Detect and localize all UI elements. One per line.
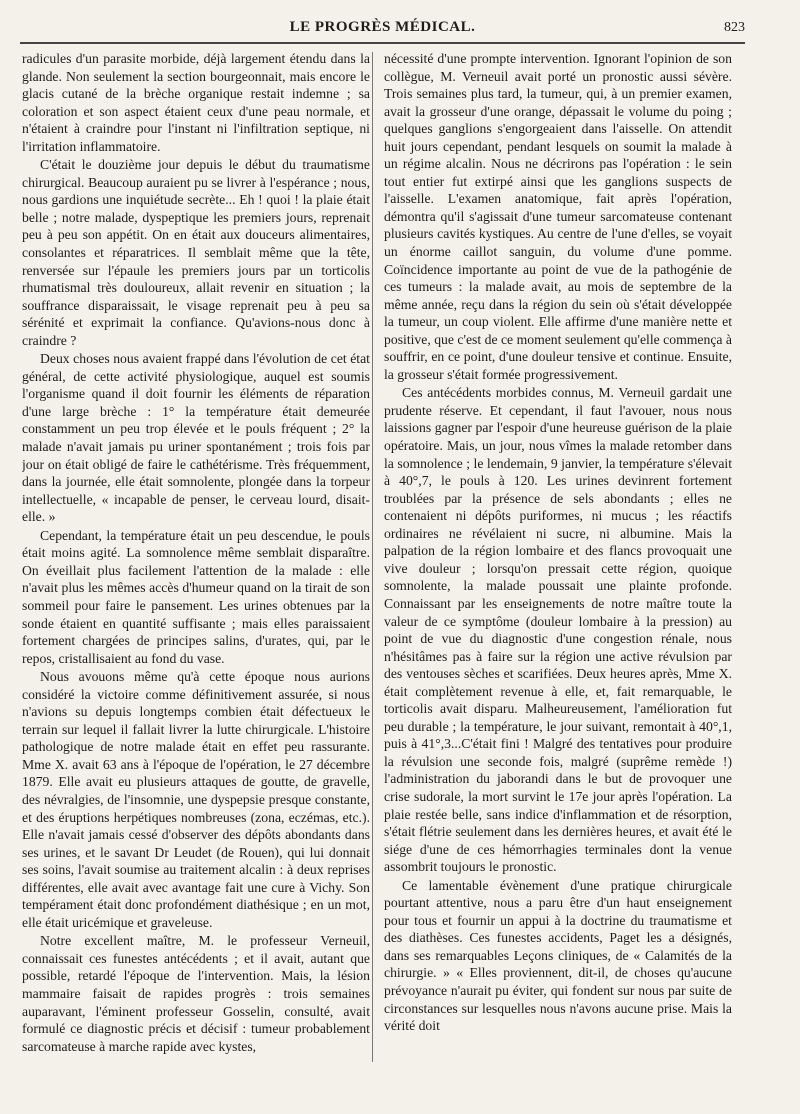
page-number: 823	[724, 20, 745, 35]
left-column	[22, 50, 370, 1100]
right-column	[384, 50, 732, 1100]
paragraph: radicules d'un parasite morbide, déjà largement étendu dans la glande. Non seulement la section bourgeonnait, mais encore le glacis cutané de la brèche organique restait indemne ; sa coloration et son aspect étaient ceux d'une peau normale, et n'étaient à craindre pour l'instant ni l'infiltration septique, ni l'irritation inflammatoire.	[22, 51, 370, 154]
column-divider	[372, 52, 373, 1062]
paragraph: Nous avouons même qu'à cette époque nous aurions considéré la victoire comme définitivement assurée, si nous n'avions su depuis longtemps combien était défectueux le terrain sur lequel il fallait livrer la lutte chirurgicale. L'histoire pathologique de notre malade était en effet peu rassurante. Mme X. avait 63 ans à l'époque de l'opération, le 27 décembre 1879. Elle avait eu plusieurs attaques de goutte, de gravelle, des névralgies, de l'insomnie, une dyspepsie presque constante, et des éruptions herpétiques nombreuses (zona, eczémas, etc.). Elle n'avait jamais cessé d'observer des dépôts abondants dans ses urines, et le savant Dr Leudet (de Rouen), qui lui donnait ses soins, l'avait soumise au traitement alcalin : à deux reprises différentes, elle avait avec avantage fait une cure à Vichy. Son tempérament était donc profondément diathésique ; en un mot, elle était uricémique et graveleuse.	[22, 669, 370, 930]
journal-title: LE PROGRÈS MÉDICAL.	[289, 19, 476, 35]
paragraph: Notre excellent maître, M. le professeur Verneuil, connaissait ces funestes antécédents ; et il avait, autant que possible, retardé l'époque de l'intervention. Mais, la lésion mammaire faisait de rapides progrès : trois semaines auparavant, l'éminent professeur Gosselin, consulté, avait formulé ce diagnostic précis et décisif : tumeur probablement sarcomateuse à marche rapide avec kystes,	[22, 933, 370, 1054]
paragraph: C'était le douzième jour depuis le début du traumatisme chirurgical. Beaucoup auraient pu se livrer à l'espérance ; nous, nous gardions une inquiétude secrète... Eh ! quoi ! la plaie était belle ; notre malade, dyspeptique les premiers jours, reprenait peu à peu son appétit. On en était aux douceurs alimentaires, consolantes et réparatrices. Il semblait même que la tête, renversée sur l'épaule les premiers jours par un torticolis rhumatismal très douloureux, allait revenir en situation ; la souffrance disparaissait, le visage reprenait peu à peu sa sérénité et exprimait la confiance. Qu'avions-nous donc à craindre ?	[22, 157, 370, 348]
paragraph: Ces antécédents morbides connus, M. Verneuil gardait une prudente réserve. Et cependant, il faut l'avouer, nous nous laissions gagner par l'espoir d'une heureuse guérison de la plaie opératoire. Mais, un jour, nous vîmes la malade retomber dans la somnolence ; le lendemain, 9 janvier, la température s'élevait à 40°,7, le pouls à 120. Les urines devinrent fortement troublées par la présence de sels abondants ; elles ne contenaient ni dépôts puriformes, ni mucus ; les réactifs ordinaires ne révélaient ni sucre, ni albumine. Mais la palpation de la région lombaire et des flancs provoquait une vive douleur ; lorsqu'on pressait cette région, quoique somnolente, la malade poussait une plainte profonde. Connaissant par les enseignements de notre maître toute la valeur de ce symptôme (douleur lombaire à la pression) au point de vue du diagnostic d'une congestion rénale, nous n'hésitâmes pas à faire sur la région une active révulsion par des ventouses sèches et scarifiées. Deux heures après, Mme X. était complètement revenue à elle, et, fait remarquable, le torticolis avait disparu. Malheureusement, l'amélioration fut peu durable ; la température, le jour suivant, remontait à 40°,1, puis à 41°,3...C'était fini ! Malgré des tentatives pour produire la révulsion une seconde fois, malgré (suprême remède !) l'administration du jaborandi dans le but de provoquer une crise sudorale, la mort survint le 17e jour après l'opération. La plaie restée belle, sans indice d'inflammation et de résorption, s'était flétrie seulement dans les dernières heures, et avait été le siége d'une de ces hémorrhagies terminales dont la venue assombrit toujours le pronostic.	[384, 385, 732, 875]
paragraph: Deux choses nous avaient frappé dans l'évolution de cet état général, de cette activité physiologique, auquel est soumis l'organisme quand il doit fournir les éléments de réparation d'une large brèche : 1° la température était demeurée constamment un peu trop élevée et le pouls fréquent ; 2° la malade n'avait jamais pu uriner spontanément ; trois fois par jour on était obligé de faire le cathétérisme. Très fréquemment, dans la journée, elle était somnolente, plongée dans la torpeur intellectuelle, « incapable de penser, le cerveau lourd, disait-elle. »	[22, 351, 370, 525]
running-header	[20, 12, 745, 44]
paragraph: Cependant, la température était un peu descendue, le pouls était moins agité. La somnolence même semblait disparaître. On éveillait plus facilement l'attention de la malade : elle n'avait plus les mêmes accès d'humeur quand on la tirait de son sommeil pour faire le pansement. Les urines obtenues par la sonde étaient en quantité suffisante ; mais elles paraissaient fortement chargées de principes salins, d'urates, qui, par le repos, cristallisaient au fond du vase.	[22, 527, 370, 666]
paragraph: nécessité d'une prompte intervention. Ignorant l'opinion de son collègue, M. Verneuil avait porté un pronostic aussi sévère. Trois semaines plus tard, la tumeur, qui, à un premier examen, avait la grosseur d'une orange, dépassait le volume du poing ; quelques ganglions s'engorgeaient dans l'aisselle. On attendit huit jours cependant, pendant lesquels on soumit la malade à un régime alcalin. Nous ne décrirons pas l'opération : le sein tout entier fut extirpé ainsi que les ganglions suspects de l'aisselle. L'examen anatomique, fait après l'opération, démontra qu'il s'agissait d'une tumeur sarcomateuse contenant plusieurs cavités kystiques. Au centre de l'une d'elles, se voyait un énorme caillot sanguin, du volume d'une pomme. Coïncidence importante au point de vue de la pathogénie de ces tumeurs : la malade avait, au mois de septembre de la même année, reçu dans la région du sein où s'était développée la tumeur, un coup violent. Elle affirme d'une manière nette et positive, que c'est de ce moment seulement qu'elle commença à souffrir, en ce point, d'une douleur tensive et continue. Ensuite, la grosseur s'était formée progressivement.	[384, 51, 732, 382]
paragraph: Ce lamentable évènement d'une pratique chirurgicale pourtant attentive, nous a paru être d'un haut enseignement pour tous et fournir un appui à la doctrine du traumatisme et des diathèses. Ces funestes accidents, Paget les a désignés, dans ses remarquables Leçons cliniques, de « Calamités de la chirurgie. » « Elles proviennent, dit-il, de choses qu'aucune prévoyance n'aurait pu éviter, qui fondent sur nous par suite de circonstances sur lesquelles nous n'avons aucune prise. Mais la vérité doit	[384, 877, 732, 1034]
